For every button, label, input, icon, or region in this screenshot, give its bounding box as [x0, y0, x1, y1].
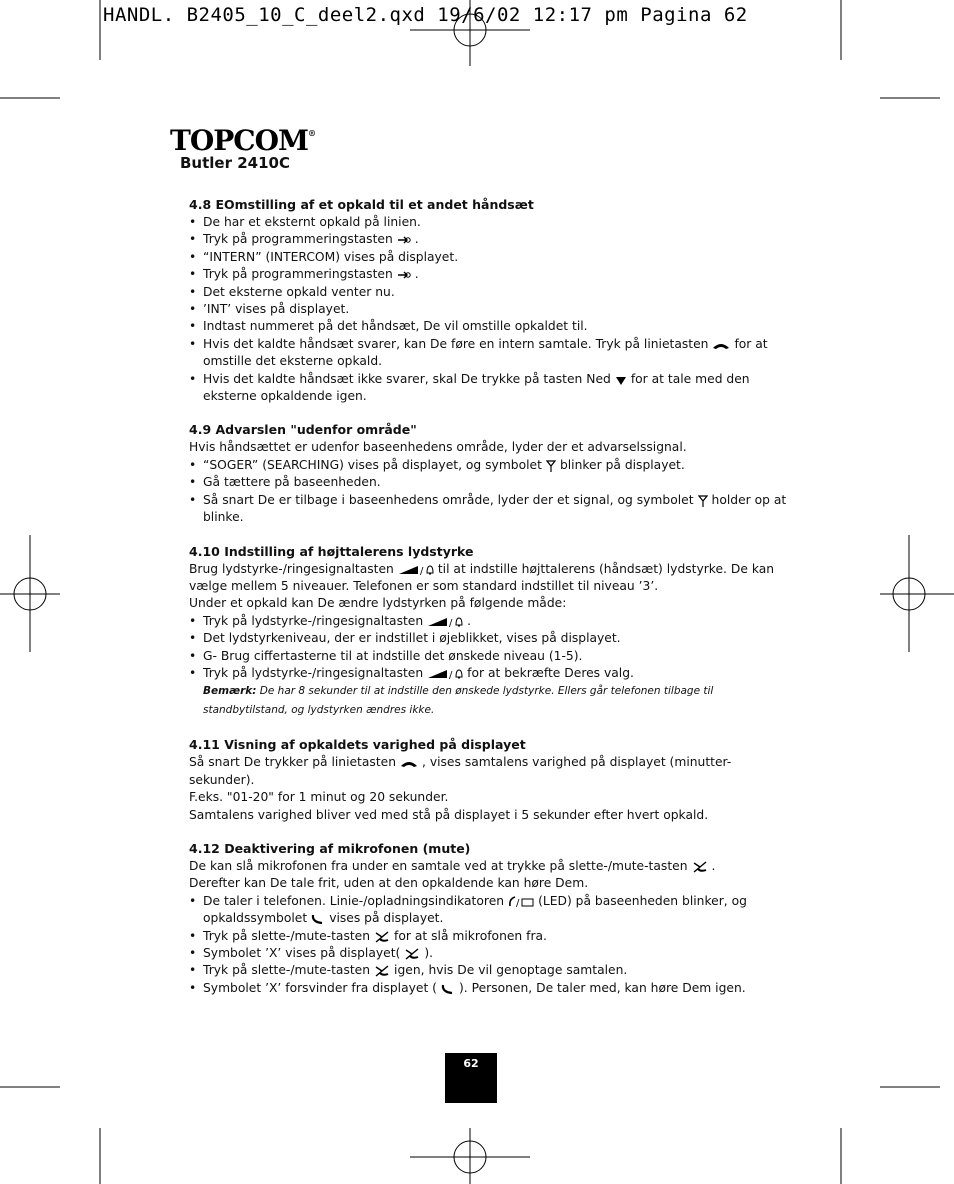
- list-item: • Symbolet ’X’ vises på displayet( ).: [189, 945, 789, 962]
- section-4-12: 4.12 Deaktivering af mikrofonen (mute) De kan slå mikrofonen fra under en samtale ved at trykke på slette-/mute-tasten . Derefter kan De tale frit, uden at den opkaldende kan høre Dem. • De taler i telefonen. Linie-/opladningsindikatoren / (LED) på baseenheden blinker, og opkaldssymbolet vises på displayet. • Tryk på slette-/mute-tasten for at slå mikrofonen fra. • Symbolet ’X’ vises på displayet( ). • Tryk på slette-/mute-tasten igen, hvis De vil genoptage samtalen. • Symbolet ’X’ forsvinder fra displayet ( ). Personen, De taler med, kan høre Dem igen.: [189, 840, 789, 997]
- section-4-8: [189, 196, 789, 405]
- programming-key-icon: [397, 269, 411, 281]
- list-item: • Tryk på lydstyrke-/ringesignaltasten / .: [189, 613, 789, 630]
- list-item: • Tryk på programmeringstasten .: [189, 231, 789, 248]
- mute-key-icon: [374, 931, 390, 943]
- section-title: 4.9 Advarslen "udenfor område": [189, 422, 417, 438]
- volume-ringer-icon: [398, 564, 434, 576]
- programming-key-icon: [397, 234, 411, 246]
- print-slug: HANDL. B2405_10_C_deel2.qxd 19/6/02 12:17 pm Pagina 62: [103, 4, 748, 26]
- mute-key-icon: [404, 948, 420, 960]
- antenna-icon: [546, 460, 556, 472]
- svg-text:/: /: [419, 565, 424, 576]
- list-item: • Det eksterne opkald venter nu.: [189, 284, 789, 301]
- volume-ringer-icon: [427, 668, 463, 680]
- list-item: • G- Brug ciffertasterne til at indstille det ønskede niveau (1-5).: [189, 648, 789, 665]
- line-charge-led-icon: [508, 896, 534, 908]
- list-item: • De har et eksternt opkald på linien.: [189, 214, 789, 231]
- list-item: • “INTERN” (INTERCOM) vises på displayet.: [189, 249, 789, 266]
- list-item: • Det lydstyrkeniveau, der er indstillet i øjeblikket, vises på displayet.: [189, 630, 789, 647]
- handset-icon: [311, 913, 325, 925]
- list-item: • “SOGER” (SEARCHING) vises på displayet, og symbolet blinker på displayet.: [189, 457, 789, 474]
- list-item: • Indtast nummeret på det håndsæt, De vil omstille opkaldet til.: [189, 318, 789, 335]
- list-item: • Tryk på programmeringstasten .: [189, 266, 789, 283]
- list-item: • Tryk på slette-/mute-tasten for at slå mikrofonen fra.: [189, 928, 789, 945]
- manual-content: [189, 196, 789, 1013]
- note: Bemærk: De har 8 sekunder til at indstille den ønskede lydstyrke. Ellers går telefonen tilbage til standbytilstand, og lydstyrken ændres ikke.: [203, 685, 714, 717]
- section-title: 4.11 Visning af opkaldets varighed på displayet: [189, 737, 526, 753]
- section-4-9: 4.9 Advarslen "udenfor område" Hvis håndsættet er udenfor baseenhedens område, lyder der et advarselssignal. • “SOGER” (SEARCHING) vises på displayet, og symbolet blinker på displayet. • Gå tættere på baseenheden. • Så snart De er tilbage i baseenhedens område, lyder der et signal, og symbolet holder op at blinke.: [189, 421, 789, 526]
- section-4-10: 4.10 Indstilling af højttalerens lydstyrke Brug lydstyrke-/ringesignaltasten / til at indstille højttalerens (håndsæt) lydstyrke. De kan vælge mellem 5 niveauer. Telefonen er som standard indstillet til niveau ’3’. Under et opkald kan De ændre lydstyrken på følgende måde: • Tryk på lydstyrke-/ringesignaltasten / . • Det lydstyrkeniveau, der er indstillet i øjeblikket, vises på displayet. • G- Brug ciffertasterne til at indstille det ønskede niveau (1-5). • Tryk på lydstyrke-/ringesignaltasten / for at bekræfte Deres valg. Bemærk: De har 8 sekunder til at indstille den ønskede lydstyrke. Ellers går telefonen tilbage til standbytilstand, og lydstyrken ændres ikke.: [189, 543, 789, 721]
- list-item: • Så snart De er tilbage i baseenhedens område, lyder der et signal, og symbolet holder op at blinke.: [189, 492, 789, 527]
- section-title: 4.12 Deaktivering af mikrofonen (mute): [189, 840, 471, 856]
- list-item: • Gå tættere på baseenheden.: [189, 474, 789, 491]
- section-title: 4.10 Indstilling af højttalerens lydstyrke: [189, 543, 474, 559]
- svg-text:/: /: [516, 897, 520, 908]
- section-4-11: 4.11 Visning af opkaldets varighed på displayet Så snart De trykker på linietasten , vises samtalens varighed på displayet (minutter-sekunder). F.eks. "01-20" for 1 minut og 20 sekunder. Samtalens varighed bliver ved med stå på displayet i 5 sekunder efter hvert opkald.: [189, 736, 789, 824]
- down-arrow-icon: [615, 376, 627, 386]
- svg-text:/: /: [449, 617, 453, 628]
- list-item: • ’INT’ vises på displayet.: [189, 301, 789, 318]
- section-title: 4.8 EOmstilling af et opkald til et andet håndsæt: [189, 197, 534, 212]
- list-item: • Tryk på slette-/mute-tasten igen, hvis De vil genoptage samtalen.: [189, 962, 789, 979]
- list-item: • Hvis det kaldte håndsæt ikke svarer, skal De trykke på tasten Ned for at tale med den eksterne opkaldende igen.: [189, 371, 789, 406]
- list-item: • Symbolet ’X’ forsvinder fra displayet ( ). Personen, De taler med, kan høre Dem igen.: [189, 980, 789, 997]
- list-item: • Tryk på lydstyrke-/ringesignaltasten / for at bekræfte Deres valg.: [189, 665, 789, 682]
- mute-key-icon: [374, 965, 390, 977]
- svg-text:/: /: [449, 669, 453, 680]
- model-name: Butler 2410C: [180, 154, 290, 172]
- handset-icon: [441, 983, 455, 995]
- line-key-icon: [712, 341, 730, 351]
- list-item: • Hvis det kaldte håndsæt svarer, kan De føre en intern samtale. Tryk på linietasten for at omstille det eksterne opkald.: [189, 336, 789, 371]
- topcom-logo: TOPCOM®: [170, 124, 315, 157]
- line-key-icon: [400, 759, 418, 769]
- volume-ringer-icon: [427, 616, 463, 628]
- antenna-icon: [698, 495, 708, 507]
- page-number: 62: [445, 1053, 497, 1103]
- mute-key-icon: [692, 861, 708, 873]
- list-item: • De taler i telefonen. Linie-/opladningsindikatoren / (LED) på baseenheden blinker, og opkaldssymbolet vises på displayet.: [189, 893, 789, 928]
